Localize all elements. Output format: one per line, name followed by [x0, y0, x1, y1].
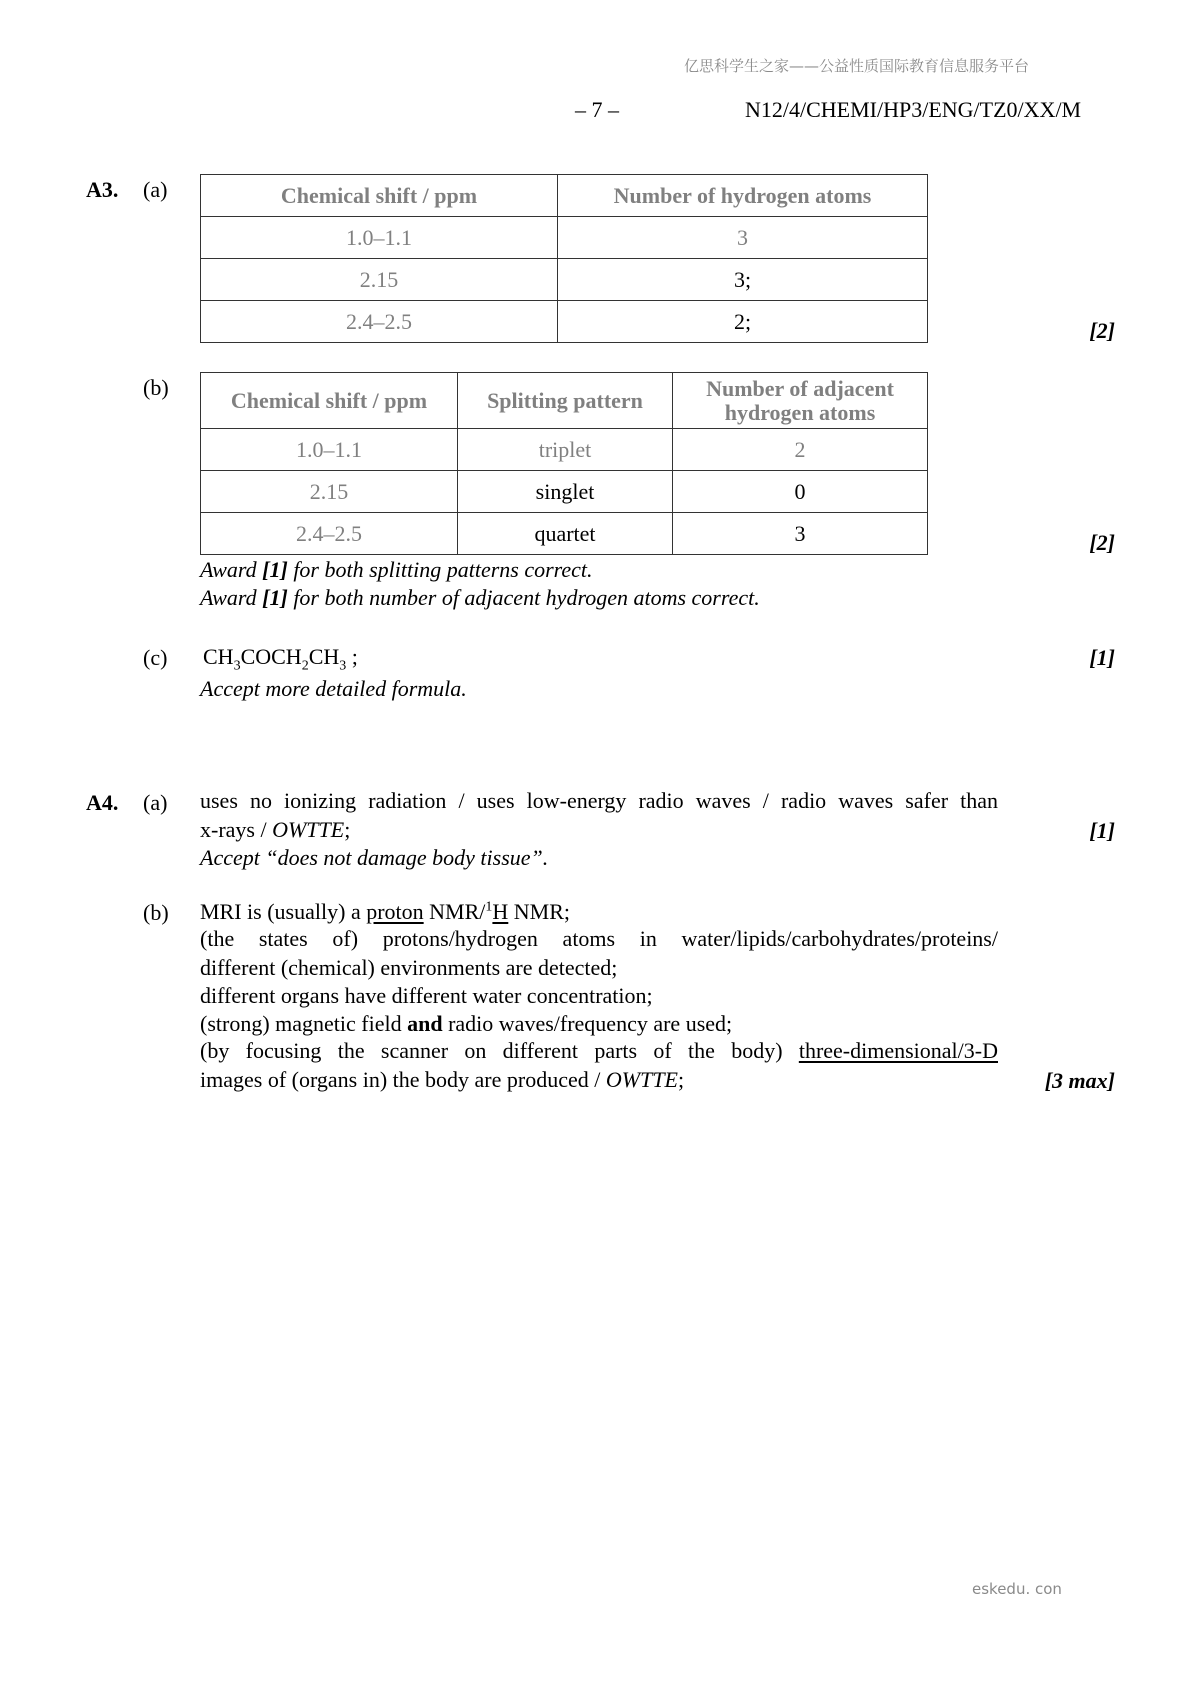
a3a-cell: 1.0–1.1 [201, 217, 558, 259]
a3b-cell: 1.0–1.1 [201, 429, 458, 471]
a3-part-a-label: (a) [143, 177, 168, 202]
a3a-header-shift: Chemical shift / ppm [201, 175, 558, 217]
a3b-award-note-2: Award [1] for both number of adjacent hydrogen atoms correct. [200, 585, 760, 610]
a4a-mark: [1] [1089, 818, 1115, 843]
a3b-cell: 2.15 [201, 471, 458, 513]
a3a-cell: 3; [558, 259, 928, 301]
question-a3-label: A3. [86, 177, 119, 202]
paper-code: N12/4/CHEMI/HP3/ENG/TZ0/XX/M [745, 97, 1082, 122]
a3b-cell: 3 [673, 513, 928, 555]
a3b-cell: 2.4–2.5 [201, 513, 458, 555]
a4b-line-3: different (chemical) environments are detected; [200, 955, 618, 980]
a3a-cell: 2.15 [201, 259, 558, 301]
a3c-mark: [1] [1089, 645, 1115, 670]
a4b-line-6: (by focusing the scanner on different parts of the body) three-dimensional/3-D [200, 1038, 998, 1063]
a3b-cell: triplet [458, 429, 673, 471]
a3a-header-hydrogens: Number of hydrogen atoms [558, 175, 928, 217]
a3a-cell: 3 [558, 217, 928, 259]
a3c-note: Accept more detailed formula. [200, 676, 467, 701]
a4a-line-2: x-rays / OWTTE; [200, 817, 351, 842]
a3a-cell: 2.4–2.5 [201, 301, 558, 343]
a3-part-c-label: (c) [143, 645, 168, 670]
a4b-line-5: (strong) magnetic field and radio waves/frequency are used; [200, 1011, 733, 1036]
a4b-mark: [3 max] [1044, 1068, 1115, 1093]
a3b-mark: [2] [1089, 530, 1115, 555]
a4-part-b-label: (b) [143, 900, 169, 925]
a4b-line-7: images of (organs in) the body are produced / OWTTE; [200, 1067, 685, 1092]
a3c-formula: $CH_3COCH_2CH_3$ ; [203, 644, 358, 674]
a3b-cell: 2 [673, 429, 928, 471]
page-number: – 7 – [575, 97, 619, 122]
a3b-cell: 0 [673, 471, 928, 513]
a4b-line-2: (the states of) protons/hydrogen atoms in water/lipids/carbohydrates/proteins/ [200, 926, 998, 951]
a3a-cell: 2; [558, 301, 928, 343]
a4a-note: Accept “does not damage body tissue”. [200, 845, 549, 870]
a4b-line-1: MRI is (usually) a proton NMR/$^1$H NMR; [200, 899, 571, 924]
a3b-header-shift: Chemical shift / ppm [201, 373, 458, 429]
a3b-header-adjacent: Number of adjacent hydrogen atoms [673, 373, 928, 429]
a4a-line-1: uses no ionizing radiation / uses low-energy radio waves / radio waves safer than [200, 788, 998, 813]
a4-part-a-label: (a) [143, 790, 168, 815]
bottom-watermark: eskedu. con [972, 1580, 1062, 1598]
a3a-mark: [2] [1089, 318, 1115, 343]
a3a-table [200, 174, 928, 343]
a3b-table [200, 372, 928, 555]
a4b-line-4: different organs have different water concentration; [200, 983, 653, 1008]
a3b-cell: singlet [458, 471, 673, 513]
a3b-header-splitting: Splitting pattern [458, 373, 673, 429]
top-watermark: 亿思科学生之家——公益性质国际教育信息服务平台 [684, 57, 1030, 75]
a3b-award-note-1: Award [1] for both splitting patterns correct. [200, 557, 593, 582]
question-a4-label: A4. [86, 790, 119, 815]
a3b-cell: quartet [458, 513, 673, 555]
a3-part-b-label: (b) [143, 375, 169, 400]
